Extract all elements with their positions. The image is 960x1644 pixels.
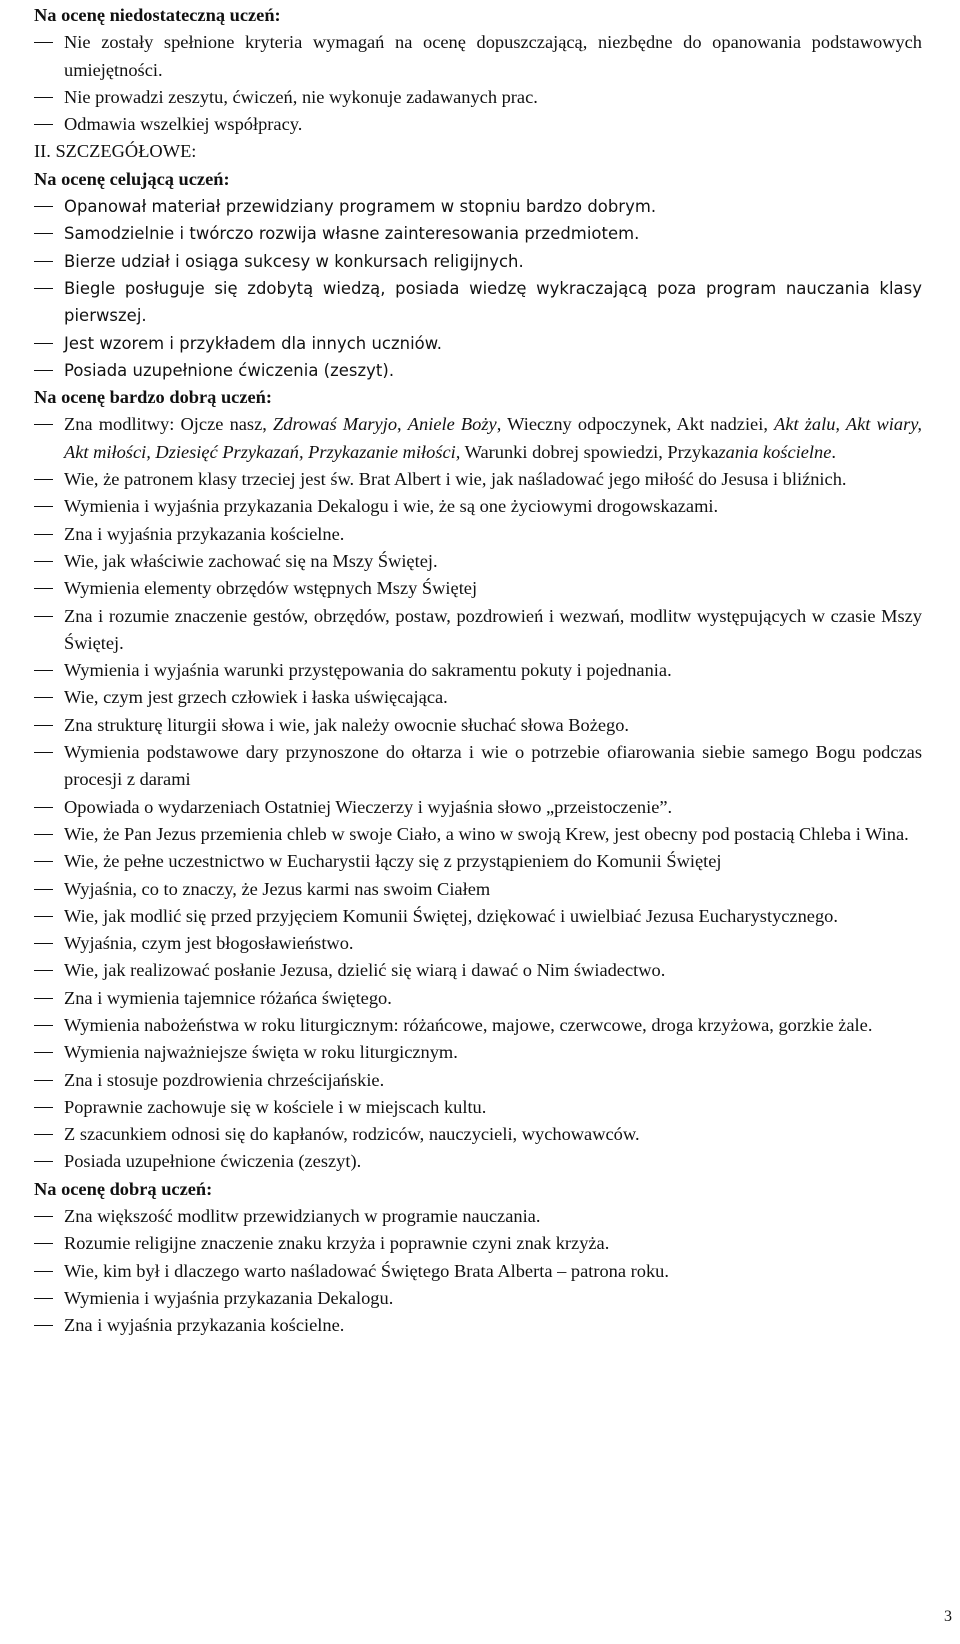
dash-bullet [34, 998, 53, 999]
list-item: Wymienia i wyjaśnia warunki przystępowania do sakramentu pokuty i pojednania. [34, 657, 922, 684]
list-item: Zna i stosuje pozdrowienia chrześcijańskie. [34, 1067, 922, 1094]
list-item: Odmawia wszelkiej współpracy. [34, 111, 922, 138]
list-item: Wymienia nabożeństwa w roku liturgicznym: różańcowe, majowe, czerwcowe, droga krzyżowa, gorzkie żale. [34, 1012, 922, 1039]
dash-bullet [34, 288, 53, 289]
dash-bullet [34, 1052, 53, 1053]
list-item: Jest wzorem i przykładem dla innych uczniów. [34, 330, 922, 357]
dash-bullet [34, 343, 53, 344]
page-number: 3 [944, 1608, 952, 1625]
dash-bullet [34, 861, 53, 862]
dash-bullet [34, 233, 53, 234]
dash-bullet [34, 42, 53, 43]
dash-bullet [34, 943, 53, 944]
dash-bullet [34, 1025, 53, 1026]
dash-bullet [34, 206, 53, 207]
dash-bullet [34, 1298, 53, 1299]
list-item: Wie, jak modlić się przed przyjęciem Komunii Świętej, dziękować i uwielbiać Jezusa Eucharystycznego. [34, 903, 922, 930]
document-body [34, 2, 922, 1340]
list-item: Zna i wymienia tajemnice różańca świętego. [34, 985, 922, 1012]
dash-bullet [34, 506, 53, 507]
list-item: Zna większość modlitw przewidzianych w programie nauczania. [34, 1203, 922, 1230]
list-item: Wie, jak realizować posłanie Jezusa, dzielić się wiarą i dawać o Nim świadectwo. [34, 957, 922, 984]
list-item: Wie, że Pan Jezus przemienia chleb w swoje Ciało, a wino w swoją Krew, jest obecny pod postacią Chleba i Wina. [34, 821, 922, 848]
list-item: Wyjaśnia, co to znaczy, że Jezus karmi nas swoim Ciałem [34, 876, 922, 903]
dash-bullet [34, 834, 53, 835]
list-item: Nie zostały spełnione kryteria wymagań na ocenę dopuszczającą, niezbędne do opanowania podstawowych umiejętności. [34, 29, 922, 84]
dash-bullet [34, 807, 53, 808]
list-item: Posiada uzupełnione ćwiczenia (zeszyt). [34, 1148, 922, 1175]
dash-bullet [34, 725, 53, 726]
list-item: Wie, kim był i dlaczego warto naśladować Świętego Brata Alberta – patrona roku. [34, 1258, 922, 1285]
heading-dobra: Na ocenę dobrą uczeń: [34, 1178, 213, 1199]
list-item: Wymienia elementy obrzędów wstępnych Mszy Świętej [34, 575, 922, 602]
dash-bullet [34, 616, 53, 617]
section-title: II. SZCZEGÓŁOWE: [34, 141, 197, 162]
list-item: Samodzielnie i twórczo rozwija własne zainteresowania przedmiotem. [34, 220, 922, 247]
dash-bullet [34, 970, 53, 971]
list-item: Wie, że pełne uczestnictwo w Eucharystii łączy się z przystąpieniem do Komunii Świętej [34, 848, 922, 875]
dash-bullet [34, 261, 53, 262]
dash-bullet [34, 534, 53, 535]
dash-bullet [34, 889, 53, 890]
dash-bullet [34, 1080, 53, 1081]
list-item: Poprawnie zachowuje się w kościele i w miejscach kultu. [34, 1094, 922, 1121]
list-item: Wyjaśnia, czym jest błogosławieństwo. [34, 930, 922, 957]
list-item: Z szacunkiem odnosi się do kapłanów, rodziców, nauczycieli, wychowawców. [34, 1121, 922, 1148]
list-item: Opanował materiał przewidziany programem w stopniu bardzo dobrym. [34, 193, 922, 220]
dash-bullet [34, 479, 53, 480]
list-item: Nie prowadzi zeszytu, ćwiczeń, nie wykonuje zadawanych prac. [34, 84, 922, 111]
dash-bullet [34, 424, 53, 425]
dash-bullet [34, 561, 53, 562]
list-item: Wymienia najważniejsze święta w roku liturgicznym. [34, 1039, 922, 1066]
list-item: Zna i wyjaśnia przykazania kościelne. [34, 1312, 922, 1339]
list-item: Posiada uzupełnione ćwiczenia (zeszyt). [34, 357, 922, 384]
dash-bullet [34, 752, 53, 753]
list-item: Opowiada o wydarzeniach Ostatniej Wieczerzy i wyjaśnia słowo „przeistoczenie”. [34, 794, 922, 821]
list-item: Zna strukturę liturgii słowa i wie, jak należy owocnie słuchać słowa Bożego. [34, 712, 922, 739]
dash-bullet [34, 124, 53, 125]
heading-bardzo-dobra: Na ocenę bardzo dobrą uczeń: [34, 387, 273, 408]
list-item: Zna i wyjaśnia przykazania kościelne. [34, 521, 922, 548]
dash-bullet [34, 697, 53, 698]
heading-niedostateczna: Na ocenę niedostateczną uczeń: [34, 5, 281, 25]
list-item: Wie, że patronem klasy trzeciej jest św. Brat Albert i wie, jak naśladować jego miłość do Jesusa i bliźnich. [34, 466, 922, 493]
list-item: Wie, jak właściwie zachować się na Mszy Świętej. [34, 548, 922, 575]
list-item: Wie, czym jest grzech człowiek i łaska uświęcająca. [34, 684, 922, 711]
dash-bullet [34, 1325, 53, 1326]
dash-bullet [34, 588, 53, 589]
dash-bullet [34, 1134, 53, 1135]
list-item: Zna i rozumie znaczenie gestów, obrzędów, postaw, pozdrowień i wezwań, modlitw występujących w czasie Mszy Świętej. [34, 603, 922, 658]
dash-bullet [34, 1107, 53, 1108]
dash-bullet [34, 1271, 53, 1272]
dash-bullet [34, 97, 53, 98]
list-item: Biegle posługuje się zdobytą wiedzą, posiada wiedzę wykraczającą poza program nauczania klasy pierwszej. [34, 275, 922, 330]
dash-bullet [34, 670, 53, 671]
dash-bullet [34, 370, 53, 371]
list-item: Wymienia i wyjaśnia przykazania Dekalogu. [34, 1285, 922, 1312]
heading-celujaca: Na ocenę celującą uczeń: [34, 168, 230, 189]
list-item: Bierze udział i osiąga sukcesy w konkursach religijnych. [34, 248, 922, 275]
list-item: Wymienia i wyjaśnia przykazania Dekalogu i wie, że są one życiowymi drogowskazami. [34, 493, 922, 520]
dash-bullet [34, 1216, 53, 1217]
dash-bullet [34, 1243, 53, 1244]
dash-bullet [34, 916, 53, 917]
list-item: Wymienia podstawowe dary przynoszone do ołtarza i wie o potrzebie ofiarowania siebie samego Bogu podczas procesji z darami [34, 739, 922, 794]
dash-bullet [34, 1161, 53, 1162]
list-item-prayers: Zna modlitwy: Ojcze nasz, Zdrowaś Maryjo, Aniele Boży, Wieczny odpoczynek, Akt nadziei, Akt żalu, Akt wiary, Akt miłości, Dziesięć Przykazań, Przykazanie miłości, Warunki dobrej spowiedzi, Przykazania kościelne. [34, 411, 922, 466]
list-item: Rozumie religijne znaczenie znaku krzyża i poprawnie czyni znak krzyża. [34, 1230, 922, 1257]
